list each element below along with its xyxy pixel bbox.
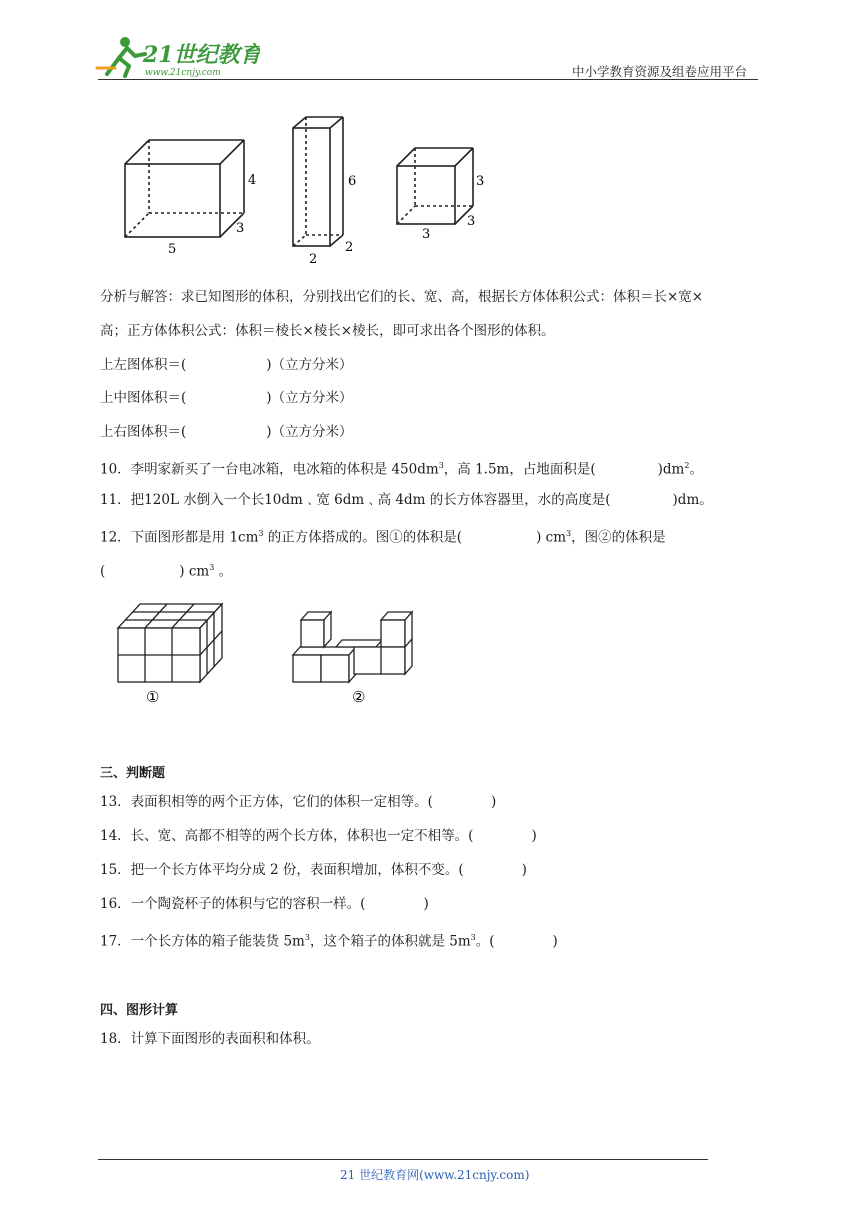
cuboid-left-depth: 3 (236, 221, 245, 236)
cube-stack-1 (118, 604, 222, 682)
cube-stack-2 (293, 612, 412, 682)
cube-right-length: 3 (422, 227, 431, 242)
cuboid-left-height: 4 (248, 173, 257, 188)
cuboid-figures (110, 110, 510, 270)
footer-link[interactable]: 21 世纪教育网(www.21cnjy.com) (340, 1168, 530, 1182)
question-11: 11．把120L 水倒入一个长10dm﹑宽 6dm﹑高 4dm 的长方体容器里，水的高度是( )dm。 (100, 492, 713, 508)
runner-icon (97, 37, 145, 76)
figure-2-label: ② (352, 688, 366, 706)
analysis-line-1: 分析与解答：求已知图形的体积，分别找出它们的长、宽、高，根据长方体体积公式：体积＝长×宽× (100, 289, 704, 305)
question-18: 18．计算下面图形的表面积和体积。 (100, 1031, 320, 1047)
cuboid-left (125, 140, 244, 237)
logo-text: 21世纪教育 (143, 42, 260, 68)
cube-right-height: 3 (476, 174, 485, 189)
question-16: 16．一个陶瓷杯子的体积与它的容积一样。( ) (100, 896, 429, 912)
question-12: 12．下面图形都是用 $1cm^3$ 的正方体搭成的。图①的体积是( ) $cm^3$，图②的体积是 (100, 529, 666, 546)
logo-url: www.21cnjy.com (145, 68, 221, 78)
figure-1-label: ① (146, 688, 160, 706)
answer-middle: 上中图体积＝( )（立方分米） (100, 390, 353, 406)
question-15: 15．把一个长方体平均分成 2 份，表面积增加，体积不变。( ) (100, 862, 527, 878)
section-4-title: 四、图形计算 (100, 1003, 179, 1018)
question-12-line-2: ( ) $cm^3$ 。 (100, 563, 233, 580)
platform-name: 中小学教育资源及组卷应用平台 (572, 64, 748, 79)
section-3-title: 三、判断题 (100, 766, 166, 781)
footer-divider (98, 1159, 708, 1160)
question-13: 13．表面积相等的两个正方体，它们的体积一定相等。( ) (100, 794, 497, 810)
cube-right-depth: 3 (467, 214, 476, 229)
site-logo (95, 34, 260, 80)
cube-stack-figures (110, 598, 430, 708)
cube-right (397, 148, 473, 224)
answer-left: 上左图体积＝( )（立方分米） (100, 357, 353, 373)
cuboid-middle (293, 117, 343, 246)
cuboid-middle-length: 2 (309, 252, 318, 267)
question-14: 14．长、宽、高都不相等的两个长方体，体积也一定不相等。( ) (100, 828, 537, 844)
cuboid-middle-height: 6 (348, 174, 357, 189)
cuboid-middle-depth: 2 (345, 240, 354, 255)
cuboid-left-length: 5 (168, 242, 177, 257)
header-divider (98, 79, 758, 80)
question-10: 10．李明家新买了一台电冰箱，电冰箱的体积是 $450dm^3$，高 1.5m，占地面积是( )$dm^2$。 (100, 461, 703, 478)
analysis-line-2: 高；正方体体积公式：体积＝棱长×棱长×棱长，即可求出各个图形的体积。 (100, 323, 555, 339)
question-17: 17．一个长方体的箱子能装货 $5m^3$，这个箱子的体积就是 $5m^3$。( ) (100, 933, 558, 950)
answer-right: 上右图体积＝( )（立方分米） (100, 424, 353, 440)
